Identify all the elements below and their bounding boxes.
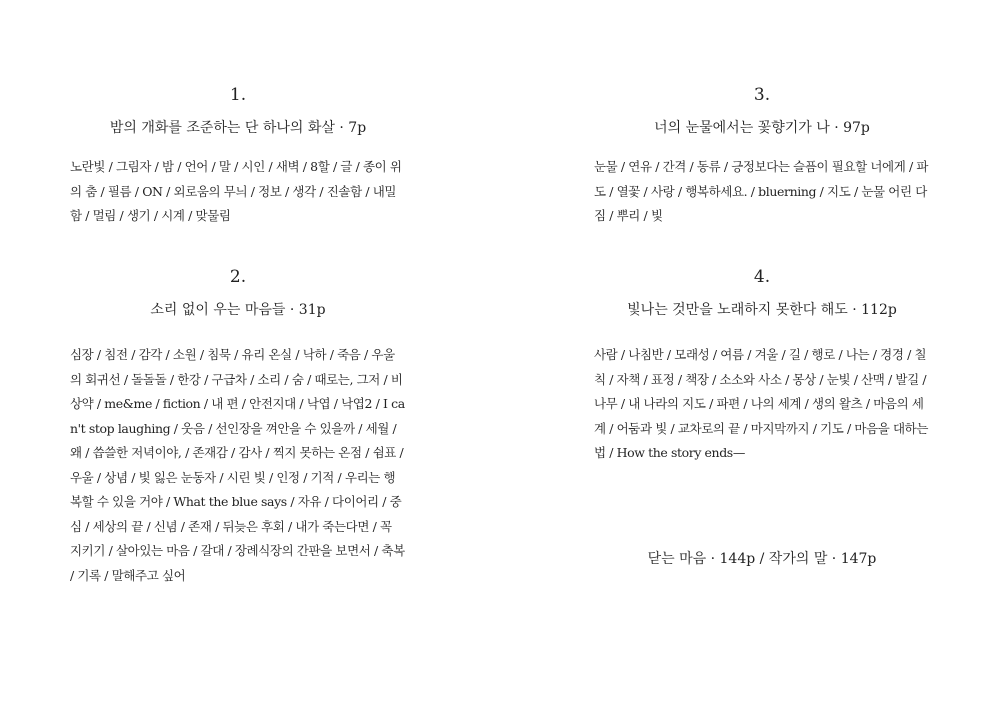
toc-section-4 [594, 266, 930, 466]
section-number: 3. [753, 85, 771, 105]
toc-section-1 [70, 84, 406, 229]
toc-section-2 [70, 266, 406, 588]
toc-footer: 닫는 마음 · 144p / 작가의 말 · 147p [647, 551, 877, 567]
section-title: 밤의 개화를 조준하는 단 하나의 화살 · 7p [109, 120, 367, 136]
section-title: 소리 없이 우는 마음들 · 31p [150, 302, 326, 318]
section-title: 빛나는 것만을 노래하지 못한다 해도 · 112p [627, 302, 897, 318]
section-items: 심장 / 침전 / 감각 / 소원 / 침묵 / 유리 온실 / 낙하 / 죽음 / 우울의 회귀선 / 돌돌돌 / 한강 / 구급차 / 소리 / 숨 / 때로는, 그저 / 비상약 / me&me / fiction / 내 편 / 안전지대 / 낙엽 / 낙엽2 / I can't stop laughing / 웃음 / 선인장을 껴안을 수 있을까 / 세월 / 왜 / 씁쓸한 저녁이야, / 존재감 / 감사 / 찍지 못하는 온점 / 쉼표 / 우울 / 상념 / 빛 잃은 눈동자 / 시린 빛 / 인정 / 기적 / 우리는 행복할 수 있을 거야 / What the blue says / 자유 / 다이어리 / 중심 / 세상의 끝 / 신념 / 존재 / 뒤늦은 후회 / 내가 죽는다면 / 꼭 지키기 / 살아있는 마음 / 갈대 / 장례식장의 간판을 보면서 / 축복 / 기록 / 말해주고 싶어 [70, 347, 405, 583]
section-number: 2. [229, 267, 247, 287]
section-number: 1. [229, 85, 247, 105]
section-items: 사람 / 나침반 / 모래성 / 여름 / 겨울 / 길 / 행로 / 나는 / 경경 / 칠칙 / 자책 / 표정 / 책장 / 소소와 사소 / 몽상 / 눈빛 / 산맥 / 발길 / 나무 / 내 나라의 지도 / 파편 / 나의 세계 / 생의 왈츠 / 마음의 세계 / 어둠과 빛 / 교차로의 끝 / 마지막까지 / 기도 / 마음을 대하는 법 / How the story ends— [594, 347, 929, 460]
section-items: 눈물 / 연유 / 간격 / 동류 / 긍정보다는 슬픔이 필요할 너에게 / 파도 / 열꽃 / 사랑 / 행복하세요. / bluerning / 지도 / 눈물 어린 다짐 / 뿌리 / 빛 [594, 159, 929, 223]
section-title: 너의 눈물에서는 꽃향기가 나 · 97p [654, 120, 870, 136]
section-number: 4. [753, 267, 771, 287]
toc-section-3 [594, 84, 930, 229]
section-items: 노란빛 / 그림자 / 밤 / 언어 / 말 / 시인 / 새벽 / 8할 / 글 / 종이 위의 춤 / 필름 / ON / 외로움의 무늬 / 정보 / 생각 / 진솔함 / 내밀함 / 멀림 / 생기 / 시계 / 맞물림 [70, 159, 402, 223]
